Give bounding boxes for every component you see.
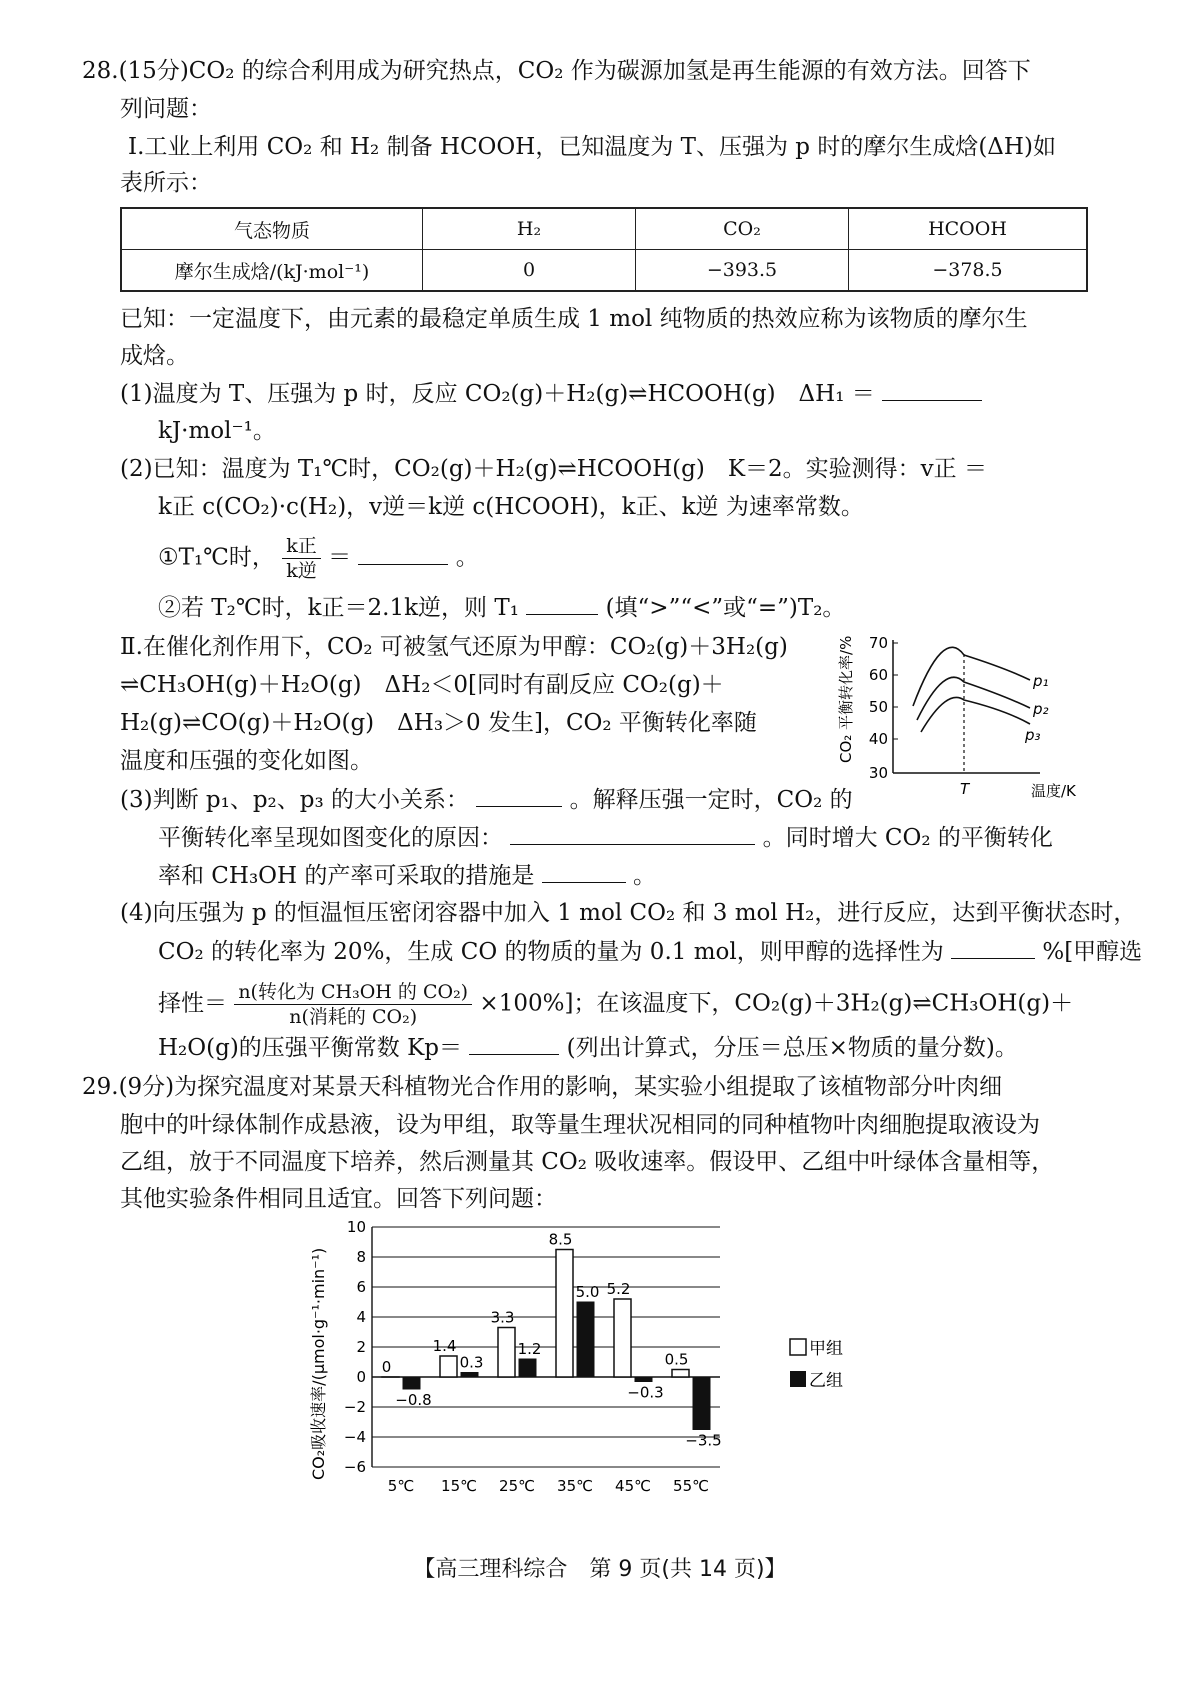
data-label-group-a: 0 [381,1358,392,1376]
data-label-group-a: 3.3 [490,1308,515,1327]
y-tick-label: 8 [356,1248,366,1266]
q28-sub4-text-a: CO₂ 的转化率为 20%，生成 CO 的物质的量为 0.1 mol，则甲醇的选择性为 [158,939,944,965]
data-label-group-b: −0.8 [395,1391,432,1409]
data-label-group-a: 1.4 [432,1337,457,1355]
fraction-denominator: n(消耗的 CO₂) [289,1006,418,1028]
q29-line-2: 胞中的叶绿体制作成悬液，设为甲组，取等量生理状况相同的同种植物叶肉细胞提取液设为 [120,1112,1040,1138]
bar-group-b [577,1302,594,1377]
x-tick-label: 45℃ [615,1477,651,1495]
table-cell: −393.5 [636,250,849,292]
bar-chart-x-ticks [388,1477,709,1495]
bar-group-a [556,1250,573,1378]
conversion-rate-figure [835,628,1095,808]
q28-sub2-item-2-text: ②若 T₂℃时，k正＝2.1k逆，则 T₁ [158,595,519,621]
x-tick-label: 55℃ [673,1477,709,1495]
fig1-x-axis-label: 温度/K [1031,782,1076,800]
q28-sub4-text-d: ×100%]；在该温度下，CO₂(g)＋3H₂(g)⇌CH₃OH(g)＋ [479,990,1074,1017]
period: 。 [455,544,479,571]
y-tick-label: 10 [346,1218,366,1236]
q28-sub3-line-1 [120,782,853,817]
fraction-numerator: n(转化为 CH₃OH 的 CO₂) [234,980,472,1005]
legend-label-group-a: 甲组 [809,1339,843,1359]
bar-group-b [461,1373,478,1378]
q28-sub2-item-1-text: ①T₁℃时， [158,544,275,571]
q29-line-1: 29.(9分)为探究温度对某景天科植物光合作用的影响，某实验小组提取了该植物部分叶肉细 [82,1074,1003,1100]
legend-swatch-group-a [790,1339,806,1355]
q29-line-3: 乙组，放于不同温度下培养，然后测量其 CO₂ 吸收速率。假设甲、乙组中叶绿体含量相等， [120,1149,1055,1175]
fig1-x-tick-T: T [960,780,970,798]
table-row-label: 摩尔生成焓/(kJ·mol⁻¹) [121,250,423,292]
fig1-y-axis-label: CO₂ 平衡转化率/% [837,635,855,763]
answer-blank[interactable] [358,540,448,565]
data-label-group-b: 1.2 [517,1340,542,1358]
q28-sub4-line-2 [158,934,1142,969]
page-footer: 【高三理科综合 第 9 页(共 14 页)】 [413,1557,787,1582]
q28-sub3-text-b: 。解释压强一定时，CO₂ 的 [569,787,853,813]
fig1-ytick-label: 70 [868,634,888,652]
q28-sub4-line-3 [158,980,1073,1029]
q28-part1-line-2: 表所示： [120,170,212,196]
curve-label-p2: p₂ [1033,700,1049,718]
q28-sub3-text-c: 平衡转化率呈现如图变化的原因： [158,825,503,851]
q28-part2-line-3: H₂(g)⇌CO(g)＋H₂O(g) ΔH₃＞0 发生]，CO₂ 平衡转化率随 [120,710,757,736]
bar-group-b [519,1359,536,1377]
bar-group-a [440,1356,457,1377]
bar-group-b [693,1377,710,1430]
bar-chart-y-axis-label: CO₂吸收速率/(μmol·g⁻¹·min⁻¹) [309,1247,328,1480]
bar-chart-legend [790,1339,843,1391]
x-tick-label: 25℃ [499,1477,535,1495]
data-label-group-b: 0.3 [459,1353,484,1372]
y-tick-label: 6 [356,1278,366,1296]
q28-line-1: 28.(15分)CO₂ 的综合利用成为研究热点，CO₂ 作为碳源加氢是再生能源的有效方法。回答下 [82,58,1031,84]
answer-blank[interactable] [526,590,598,615]
q28-sub2-item-2 [158,590,845,625]
q28-part1-line-1: Ⅰ.工业上利用 CO₂ 和 H₂ 制备 HCOOH，已知温度为 T、压强为 p 时的摩尔生成焓(ΔH)如 [128,134,1056,160]
q29-line-4: 其他实验条件相同且适宜。回答下列问题： [120,1186,557,1212]
bar-group-a [498,1328,515,1378]
bar-chart-data-labels [382,1231,722,1450]
fraction-numerator: k正 [282,534,321,559]
data-label-group-b: 5.0 [575,1283,600,1301]
q28-part2-line-4: 温度和压强的变化如图。 [120,748,373,774]
q28-part2-line-1: Ⅱ.在催化剂作用下，CO₂ 可被氢气还原为甲醇：CO₂(g)＋3H₂(g) [120,634,788,660]
q28-sub4-text-c: 择性＝ [158,990,227,1017]
answer-blank[interactable] [951,934,1035,959]
q28-note-line-1: 已知：一定温度下，由元素的最稳定单质生成 1 mol 纯物质的热效应称为该物质的摩尔生 [120,306,1028,332]
q28-sub4-line-1: (4)向压强为 p 的恒温恒压密闭容器中加入 1 mol CO₂ 和 3 mol H₂，进行反应，达到平衡状态时， [120,900,1137,926]
fig1-ytick-label: 40 [868,730,888,748]
q28-sub3-text-e: 率和 CH₃OH 的产率可采取的措施是 [158,863,535,889]
x-tick-label: 35℃ [557,1477,593,1495]
q28-note-line-2: 成焓。 [120,343,189,369]
curve-label-p1: p₁ [1033,672,1049,690]
table-header-cell: H₂ [423,208,636,250]
bar-group-b [403,1377,420,1389]
q28-sub4-text-b: %[甲醇选 [1042,939,1143,965]
q28-sub2-line-2: k正 c(CO₂)·c(H₂)，v逆＝k逆 c(HCOOH)，k正、k逆 为速率常数。 [158,494,864,520]
y-tick-label: −2 [343,1398,366,1416]
q28-sub1-line-1 [120,376,982,411]
rate-constant-ratio [282,534,321,583]
table-header-row [121,208,1087,250]
co2-absorption-bar-chart [300,1215,860,1515]
table-header-cell: HCOOH [849,208,1088,250]
bar-chart-gridlines [372,1227,720,1467]
y-tick-label: 4 [356,1308,366,1326]
answer-blank[interactable] [476,782,562,807]
q28-sub4-text-f: (列出计算式，分压＝总压×物质的量分数)。 [566,1035,1018,1061]
formation-enthalpy-table [120,207,1088,292]
q28-sub4-line-4 [158,1030,1018,1065]
fraction-denominator: k逆 [286,560,317,582]
answer-blank[interactable] [510,820,755,845]
q28-sub2-item-1 [158,534,479,583]
answer-blank[interactable] [882,376,982,401]
q28-part2-line-2: ⇌CH₃OH(g)＋H₂O(g) ΔH₂＜0[同时有副反应 CO₂(g)＋ [120,672,724,698]
q28-sub2-line-1: (2)已知：温度为 T₁℃时，CO₂(g)＋H₂(g)⇌HCOOH(g) K＝2。实验测得：v正 ＝ [120,456,987,482]
y-tick-label: −6 [343,1458,366,1476]
q28-sub1-text: (1)温度为 T、压强为 p 时，反应 CO₂(g)＋H₂(g)⇌HCOOH(g) ΔH₁ ＝ [120,381,875,407]
methanol-selectivity-fraction [234,980,472,1029]
y-tick-label: 2 [356,1338,366,1356]
q28-sub3-text-f: 。 [633,863,657,889]
legend-label-group-b: 乙组 [809,1371,843,1391]
answer-blank[interactable] [542,858,626,883]
table-header-cell: CO₂ [636,208,849,250]
data-label-group-b: −3.5 [685,1431,722,1450]
q28-sub4-text-e: H₂O(g)的压强平衡常数 Kp＝ [158,1035,463,1061]
fig1-ytick-label: 30 [868,764,888,782]
answer-blank[interactable] [469,1030,559,1055]
bar-group-a [672,1370,689,1378]
fig1-ytick-label: 50 [868,698,888,716]
equals-sign: ＝ [328,544,352,571]
x-tick-label: 15℃ [441,1477,477,1495]
fig1-ytick-label: 60 [868,666,888,684]
table-row [121,250,1087,292]
y-tick-label: 0 [356,1368,366,1386]
curve-p3 [921,697,1030,732]
q28-sub1-line-2: kJ·mol⁻¹。 [158,418,276,444]
data-label-group-a: 5.2 [606,1280,631,1298]
q28-sub3-text-d: 。同时增大 CO₂ 的平衡转化 [762,825,1053,851]
curve-label-p3: p₃ [1025,726,1041,744]
data-label-group-a: 0.5 [664,1350,689,1369]
q28-line-2: 列问题： [120,96,212,122]
q28-sub2-item-2-hint: (填“>”“<”或“=”)T₂。 [605,595,846,621]
table-header-cell: 气态物质 [121,208,423,250]
table-cell: −378.5 [849,250,1088,292]
data-label-group-a: 8.5 [548,1230,573,1249]
q28-sub3-line-3 [158,858,656,893]
q28-sub3-line-2 [158,820,1053,855]
data-label-group-b: −0.3 [627,1383,664,1402]
table-cell: 0 [423,250,636,292]
bar-group-b [635,1377,652,1382]
y-tick-label: −4 [343,1428,366,1446]
bar-group-a [614,1299,631,1377]
legend-swatch-group-b [790,1371,806,1387]
q28-sub3-text-a: (3)判断 p₁、p₂、p₃ 的大小关系： [120,787,470,813]
bar-chart-y-ticks [344,1218,366,1476]
x-tick-label: 5℃ [387,1477,415,1495]
